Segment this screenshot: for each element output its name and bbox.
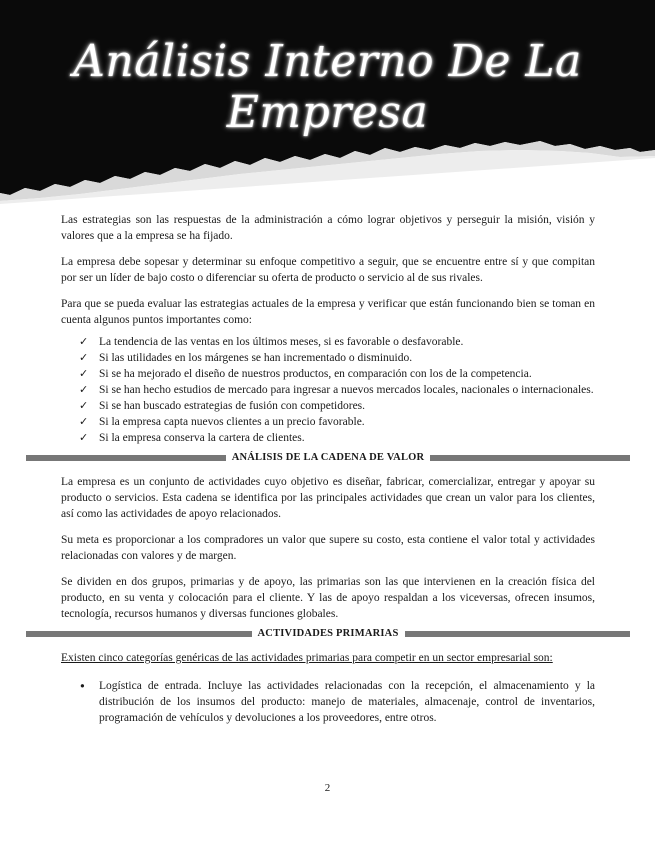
page-number: 2 [324,782,331,794]
list-item: ✓ Si se han buscado estrategias de fusión con competidores. [79,399,366,412]
primary-activities-intro: Existen cinco categorías genéricas de las actividades primarias para competir en un sector empresarial son: [61,652,553,664]
bullet-icon: • [79,679,86,693]
value-chain-paragraph-3: Se dividen en dos grupos, primarias y de apoyo, las primarias son las que intervienen en la creación física del producto, en su venta y colocación para el cliente. Y las de apoyo respaldan a los viceversas, ofrecen insumos, tecnología, recursos humanos y diversas funciones globales. [61,576,595,620]
check-icon: ✓ [79,351,89,364]
main-content [61,212,595,726]
section-heading-value-chain: ANÁLISIS DE LA CADENA DE VALOR [231,452,425,463]
intro-paragraph-2: La empresa debe sopesar y determinar su enfoque competitivo a seguir, que se encuentre entre sí y que compitan por ser un líder de bajo costo o diferenciar su oferta de producto o servicio al de sus rivales. [61,256,595,284]
divider-bar-left [26,631,252,637]
list-item: • Logística de entrada. Incluye las actividades relacionadas con la recepción, el almacenamiento y la distribución de los insumos del producto: manejo de materiales, almacenaje, control de inventarios, programación de vehículos y devoluciones a los proveedores, entre otros. [79,679,595,724]
check-icon: ✓ [79,431,89,444]
divider-bar-right [405,631,631,637]
intro-paragraph-1: Las estrategias son las respuestas de la administración a cómo lograr objetivos y perseguir la misión, visión y valores que a la empresa se ha fijado. [61,214,595,242]
check-icon: ✓ [79,367,89,380]
list-item: ✓ La tendencia de las ventas en los últimos meses, si es favorable o desfavorable. [79,335,464,348]
list-item: ✓ Si se ha mejorado el diseño de nuestros productos, en comparación con los de la competencia. [79,367,532,380]
list-item: ✓ Si las utilidades en los márgenes se han incrementado o disminuido. [79,351,413,364]
check-icon: ✓ [79,383,89,396]
check-icon: ✓ [79,335,89,348]
check-icon: ✓ [79,399,89,412]
evaluation-checklist [79,334,595,446]
page-title: Análisis Interno De La Empresa [73,36,582,138]
intro-paragraph-3: Para que se pueda evaluar las estrategias actuales de la empresa y verificar que están funcionando bien se toman en cuenta algunos puntos importantes como: [61,298,595,326]
divider-bar-left [26,455,226,461]
value-chain-paragraph-1: La empresa es un conjunto de actividades cuyo objetivo es diseñar, fabricar, comercializar, entregar y apoyar su producto o servicios. Esta cadena se identifica por las principales actividades que crean un valor para los clientes, así como las actividades de apoyo relacionados. [61,476,595,520]
section-divider-value-chain [26,450,630,466]
list-item: ✓ Si se han hecho estudios de mercado para ingresar a nuevos mercados locales, nacionales o internacionales. [79,383,594,396]
section-divider-primary-activities [26,626,630,642]
section-heading-primary-activities: ACTIVIDADES PRIMARIAS [257,628,399,639]
divider-bar-right [430,455,630,461]
check-icon: ✓ [79,415,89,428]
list-item: ✓ Si la empresa capta nuevos clientes a un precio favorable. [79,415,365,428]
list-item: ✓ Si la empresa conserva la cartera de clientes. [79,431,305,444]
primary-activities-list [79,678,595,726]
header-banner [0,0,655,210]
value-chain-paragraph-2: Su meta es proporcionar a los compradores un valor que supere su costo, esta contiene el valor total y actividades relacionadas con valores y de margen. [61,534,595,562]
